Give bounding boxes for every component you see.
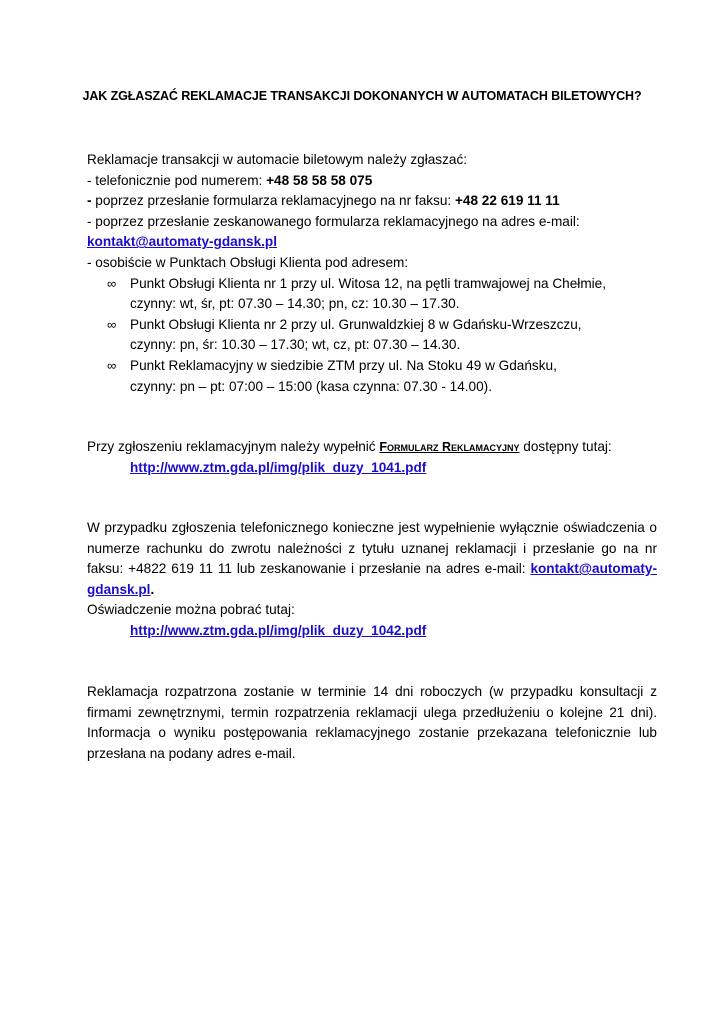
email-link[interactable]: kontakt@automaty-gdansk.pl [87,234,278,250]
email-link-line [87,232,657,253]
section-processing [87,682,657,764]
form-pdf-link[interactable]: http://www.ztm.gda.pl/img/plik_duzy_1041.pdf [130,459,427,475]
fax-number: +48 22 619 11 11 [454,193,560,209]
phone-line [87,171,657,192]
section-phone-report [87,518,657,642]
infinity-bullet-icon: ∞ [107,316,117,332]
form-url-line [87,458,657,479]
service-point-hours: czynny: pn – pt: 07:00 – 15:00 (kasa czynna: 07.30 - 14.00). [130,378,492,394]
fax-label: poprzez przesłanie formularza reklamacyjnego na nr faksu: [91,193,455,209]
service-point-2 [87,315,657,336]
service-point-address: Punkt Obsługi Klienta nr 2 przy ul. Grunwaldzkiej 8 w Gdańsku-Wrzeszczu, [130,316,582,332]
service-point-1 [87,274,657,295]
phone-label: - telefonicznie pod numerem: [87,172,267,188]
fax-line [87,191,657,212]
phone-report-text: W przypadku zgłoszenia telefonicznego konieczne jest wypełnienie wyłącznie oświadczenia o numerze rachunku do zwrotu należności z tytułu uznanej reklamacji i przesłanie go na nr faksu: +4822 619 11 11 lub zeskanowanie i przesłanie na adres e-mail: [87,520,657,577]
phone-report-paragraph [87,518,657,600]
service-point-address: Punkt Obsługi Klienta nr 1 przy ul. Witosa 12, na pętli tramwajowej na Chełmie, [130,275,607,291]
statement-pdf-link[interactable]: http://www.ztm.gda.pl/img/plik_duzy_1042.pdf [130,622,427,638]
download-text: Oświadczenie można pobrać tutaj: [87,602,295,618]
infinity-bullet-icon: ∞ [107,275,117,291]
section-form [87,437,657,478]
form-link[interactable]: Formularz Reklamacyjny [379,440,520,454]
form-instruction-prefix: Przy zgłoszeniu reklamacyjnym należy wypełnić [87,439,380,454]
phone-number: +48 58 58 58 075 [266,172,373,188]
intro-text: Reklamacje transakcji w automacie biletowym należy zgłaszać: [87,152,468,167]
service-point-address: Punkt Reklamacyjny w siedzibie ZTM przy ul. Na Stoku 49 w Gdańsku, [130,357,557,373]
email-line: - poprzez przesłanie zeskanowanego formularza reklamacyjnego na adres e-mail: [87,213,580,229]
infinity-bullet-icon: ∞ [107,357,117,373]
form-instruction-suffix: dostępny tutaj: [519,439,612,454]
form-instruction [87,437,657,458]
statement-url-line [87,621,657,642]
personal-line: - osobiście w Punktach Obsługi Klienta pod adresem: [87,254,409,270]
service-point-hours: czynny: pn, śr: 10.30 – 17.30; wt, cz, pt: 07.30 – 14.30. [130,337,461,353]
service-point-3 [87,356,657,377]
email-link[interactable]: kontakt@automaty-gdansk.pl [87,561,657,597]
processing-paragraph: Reklamacja rozpatrzona zostanie w terminie 14 dni roboczych (w przypadku konsultacji z firmami zewnętrznymi, termin rozpatrzenia reklamacji ulega przedłużeniu o kolejne 21 dni). Informacja o wyniku postępowania reklamacyjnego zostanie przekazana telefonicznie lub przesłana na podany adres e-mail. [87,684,657,761]
section-how-to-report [87,150,657,397]
fax-dash: - [87,193,92,209]
page-title: JAK ZGŁASZAĆ REKLAMACJE TRANSAKCJI DOKONANYCH W AUTOMATACH BILETOWYCH? [82,89,642,103]
service-point-hours: czynny: wt, śr, pt: 07.30 – 14.30; pn, cz: 10.30 – 17.30. [130,296,460,312]
period: . [150,581,155,597]
